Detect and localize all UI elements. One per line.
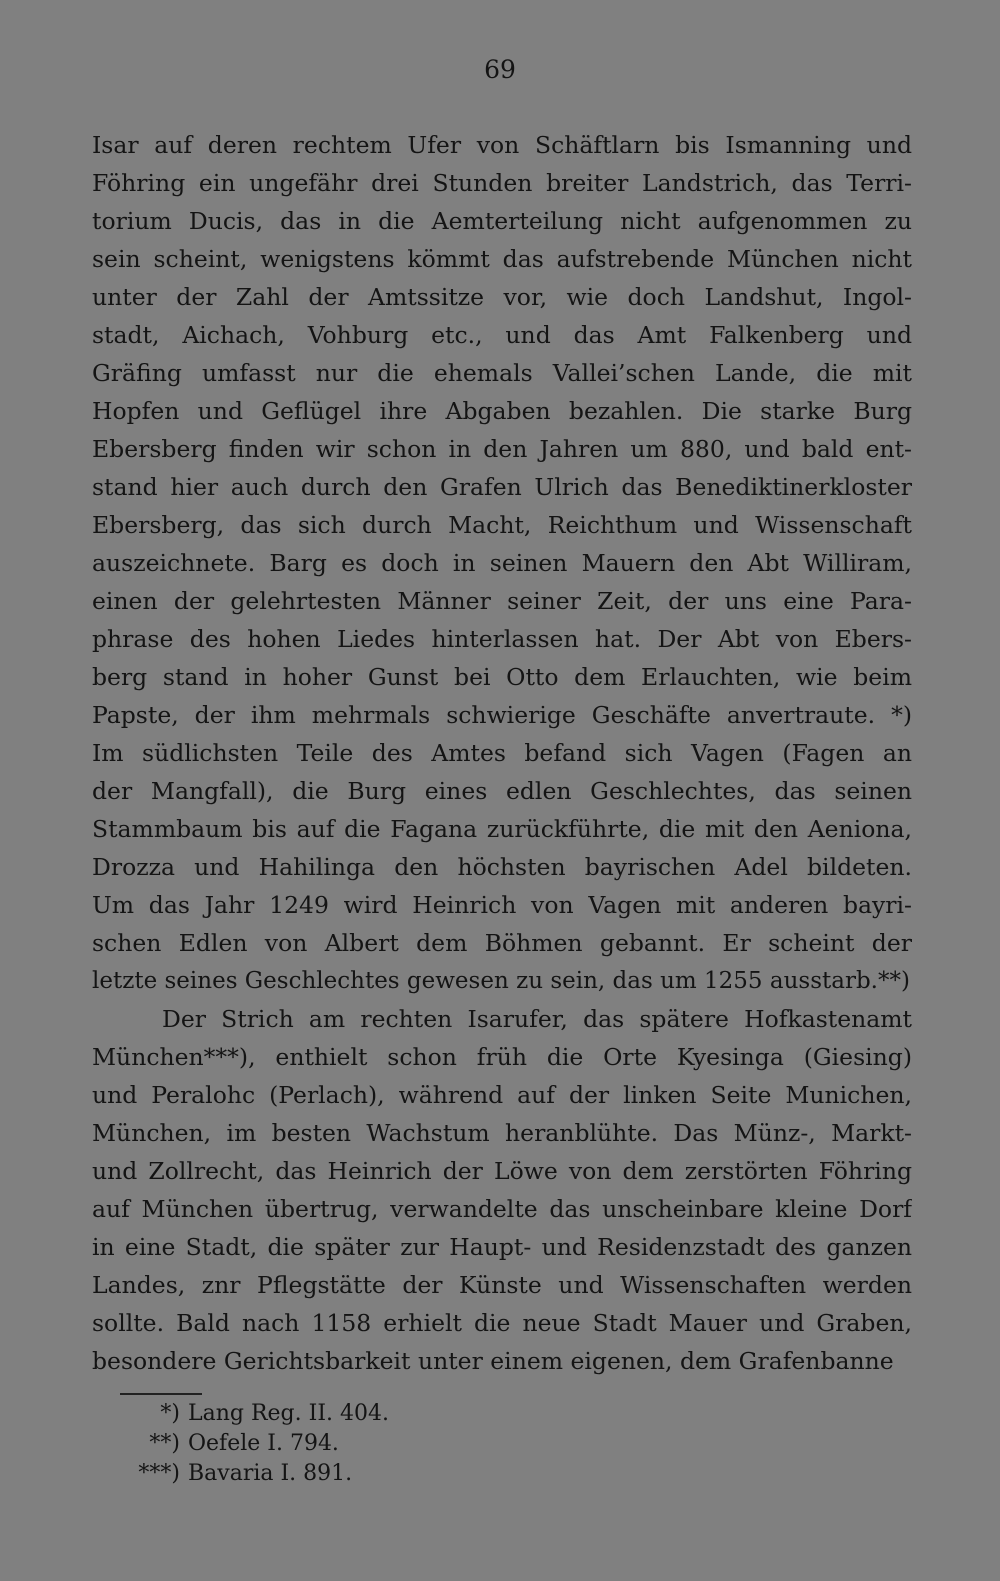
text-line: auf München übertrug, verwandelte das unscheinbare kleine Dorf — [92, 1195, 912, 1223]
footnote-text: Lang Reg. II. 404. — [188, 1401, 389, 1426]
text-line: phrase des hohen Liedes hinterlassen hat. Der Abt von Ebers- — [92, 625, 912, 653]
text-line: schen Edlen von Albert dem Böhmen gebannt. Er scheint der — [92, 929, 912, 957]
body-text — [92, 126, 912, 1380]
text-line: Der Strich am rechten Isarufer, das spätere Hofkastenamt — [162, 1005, 912, 1033]
footnote-text: Oefele I. 794. — [188, 1431, 339, 1456]
text-line: Landes, znr Pflegstätte der Künste und Wissenschaften werden — [92, 1271, 912, 1299]
text-line: stadt, Aichach, Vohburg etc., und das Amt Falkenberg und — [92, 321, 912, 349]
text-line: auszeichnete. Barg es doch in seinen Mauern den Abt Williram, — [92, 549, 912, 577]
text-line: München, im besten Wachstum heranblühte. Das Münz-, Markt- — [92, 1119, 912, 1147]
text-line: Papste, der ihm mehrmals schwierige Geschäfte anvertraute. *) — [92, 701, 912, 729]
text-line: und Zollrecht, das Heinrich der Löwe von dem zerstörten Föhring — [92, 1157, 912, 1185]
text-line: Gräfing umfasst nur die ehemals Vallei’schen Lande, die mit — [92, 359, 912, 387]
text-line: in eine Stadt, die später zur Haupt- und Residenzstadt des ganzen — [92, 1233, 912, 1261]
text-line: Ebersberg finden wir schon in den Jahren um 880, und bald ent- — [92, 435, 912, 463]
footnote-text: Bavaria I. 891. — [188, 1461, 353, 1486]
footnote-mark: *) — [160, 1401, 180, 1426]
text-line: besondere Gerichtsbarkeit unter einem eigenen, dem Grafenbanne — [92, 1347, 894, 1375]
text-line: Stammbaum bis auf die Fagana zurückführte, die mit den Aeniona, — [92, 815, 912, 843]
text-line: Um das Jahr 1249 wird Heinrich von Vagen mit anderen bayri- — [92, 891, 912, 919]
text-line: letzte seines Geschlechtes gewesen zu sein, das um 1255 ausstarb.**) — [92, 968, 910, 994]
text-line: München***), enthielt schon früh die Orte Kyesinga (Giesing) — [92, 1043, 912, 1071]
text-line: stand hier auch durch den Grafen Ulrich das Benediktinerkloster — [92, 473, 912, 501]
text-line: unter der Zahl der Amtssitze vor, wie doch Landshut, Ingol- — [92, 283, 912, 311]
text-line: Ebersberg, das sich durch Macht, Reichthum und Wissenschaft — [92, 511, 912, 539]
text-line: sollte. Bald nach 1158 erhielt die neue Stadt Mauer und Graben, — [92, 1309, 912, 1337]
text-line: Im südlichsten Teile des Amtes befand sich Vagen (Fagen an — [92, 739, 912, 767]
text-line: einen der gelehrtesten Männer seiner Zeit, der uns eine Para- — [92, 587, 912, 615]
text-line: der Mangfall), die Burg eines edlen Geschlechtes, das seinen — [92, 777, 912, 805]
text-line: und Peralohc (Perlach), während auf der linken Seite Munichen, — [92, 1081, 912, 1109]
footnotes — [120, 1399, 540, 1489]
text-line: Föhring ein ungefähr drei Stunden breiter Landstrich, das Terri- — [92, 169, 912, 197]
text-line: Drozza und Hahilinga den höchsten bayrischen Adel bildeten. — [92, 853, 912, 881]
page-number: 69 — [484, 55, 516, 84]
footnote — [120, 1429, 540, 1459]
footnote — [120, 1459, 540, 1489]
text-line: sein scheint, wenigstens kömmt das aufstrebende München nicht — [92, 245, 912, 273]
text-line: Isar auf deren rechtem Ufer von Schäftlarn bis Ismanning und — [92, 131, 912, 159]
footnote-mark: **) — [149, 1431, 180, 1456]
text-line: Hopfen und Geflügel ihre Abgaben bezahlen. Die starke Burg — [92, 397, 912, 425]
footnote — [120, 1399, 540, 1429]
text-line: torium Ducis, das in die Aemterteilung nicht aufgenommen zu — [92, 207, 912, 235]
footnote-mark: ***) — [138, 1461, 180, 1486]
text-line: berg stand in hoher Gunst bei Otto dem Erlauchten, wie beim — [92, 663, 912, 691]
footnote-separator — [120, 1393, 202, 1395]
